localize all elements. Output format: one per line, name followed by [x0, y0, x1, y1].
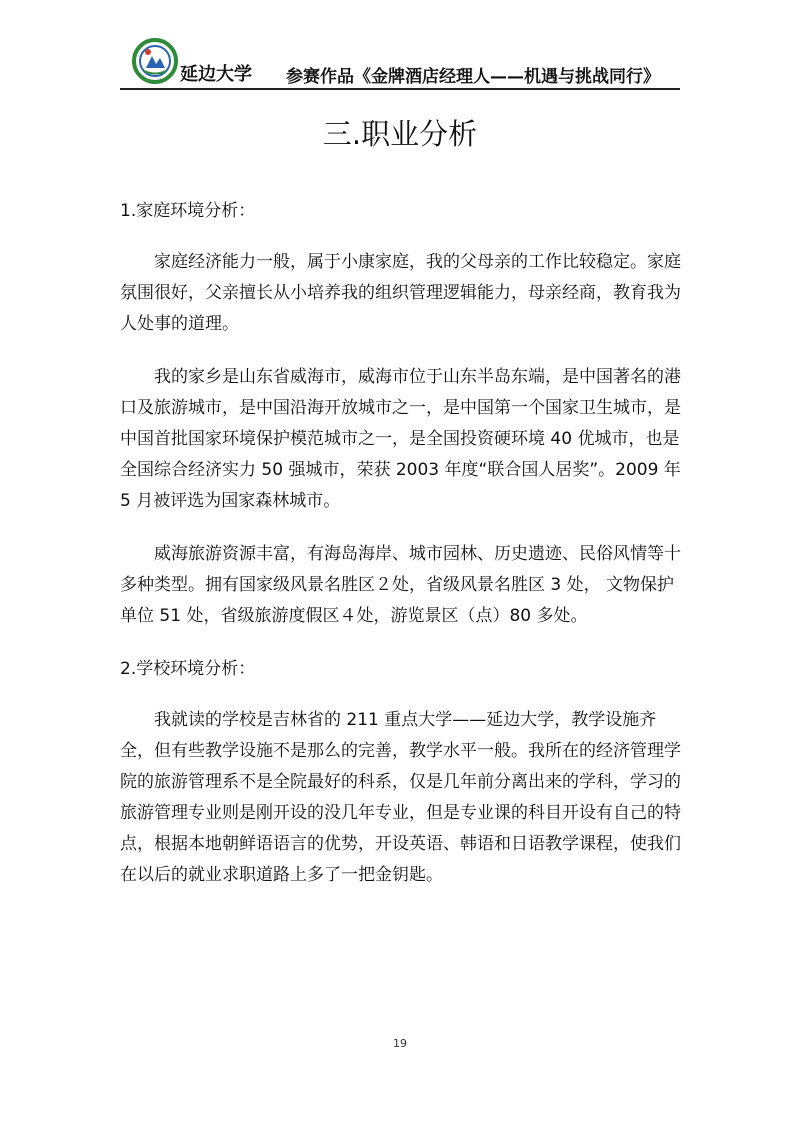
university-name: 延边大学: [180, 64, 252, 85]
page-number: 19: [393, 1037, 407, 1050]
work-title: 参赛作品《金牌酒店经理人——机遇与挑战同行》: [286, 67, 660, 87]
page-title: 三.职业分析: [322, 117, 478, 151]
paragraph-hometown: 我的家乡是山东省威海市，威海市位于山东半岛东端，是中国著名的港口及旅游城市，是中国沿海开放城市之一，是中国第一个国家卫生城市，是中国首批国家环境保护模范城市之一，是全国投资硬环境 40 优城市，也是全国综合经济实力 50 强城市，荣获 2003 年度“联合国人居奖”。2009 年 5 月被评选为国家森林城市。: [120, 367, 681, 511]
paragraph-tourism-resources: 威海旅游资源丰富，有海岛海岸、城市园林、历史遗迹、民俗风情等十多种类型。拥有国家级风景名胜区２处，省级风景名胜区 3 处， 文物保护单位 51 处，省级旅游度假区４处，游览景区（点）80 多处。: [120, 544, 681, 626]
page-header: [120, 30, 680, 90]
university-logo: [132, 38, 178, 84]
paragraph-school: 我就读的学校是吉林省的 211 重点大学——延边大学，教学设施齐全，但有些教学设施不是那么的完善，教学水平一般。我所在的经济管理学院的旅游管理系不是全院最好的科系，仅是几年前分离出来的学科，学习的旅游管理专业则是刚开设的没几年专业，但是专业课的科目开设有自己的特点，根据本地朝鲜语语言的优势，开设英语、韩语和日语教学课程，使我们在以后的就业求职道路上多了一把金钥匙。: [120, 710, 681, 885]
document-body: [120, 196, 690, 913]
section-heading-school: 2.学校环境分析：: [120, 659, 256, 679]
section-heading-family: 1.家庭环境分析：: [120, 201, 256, 221]
paragraph-family-economy: 家庭经济能力一般，属于小康家庭，我的父母亲的工作比较稳定。家庭氛围很好，父亲擅长从小培养我的组织管理逻辑能力，母亲经商，教育我为人处事的道理。: [120, 252, 681, 334]
